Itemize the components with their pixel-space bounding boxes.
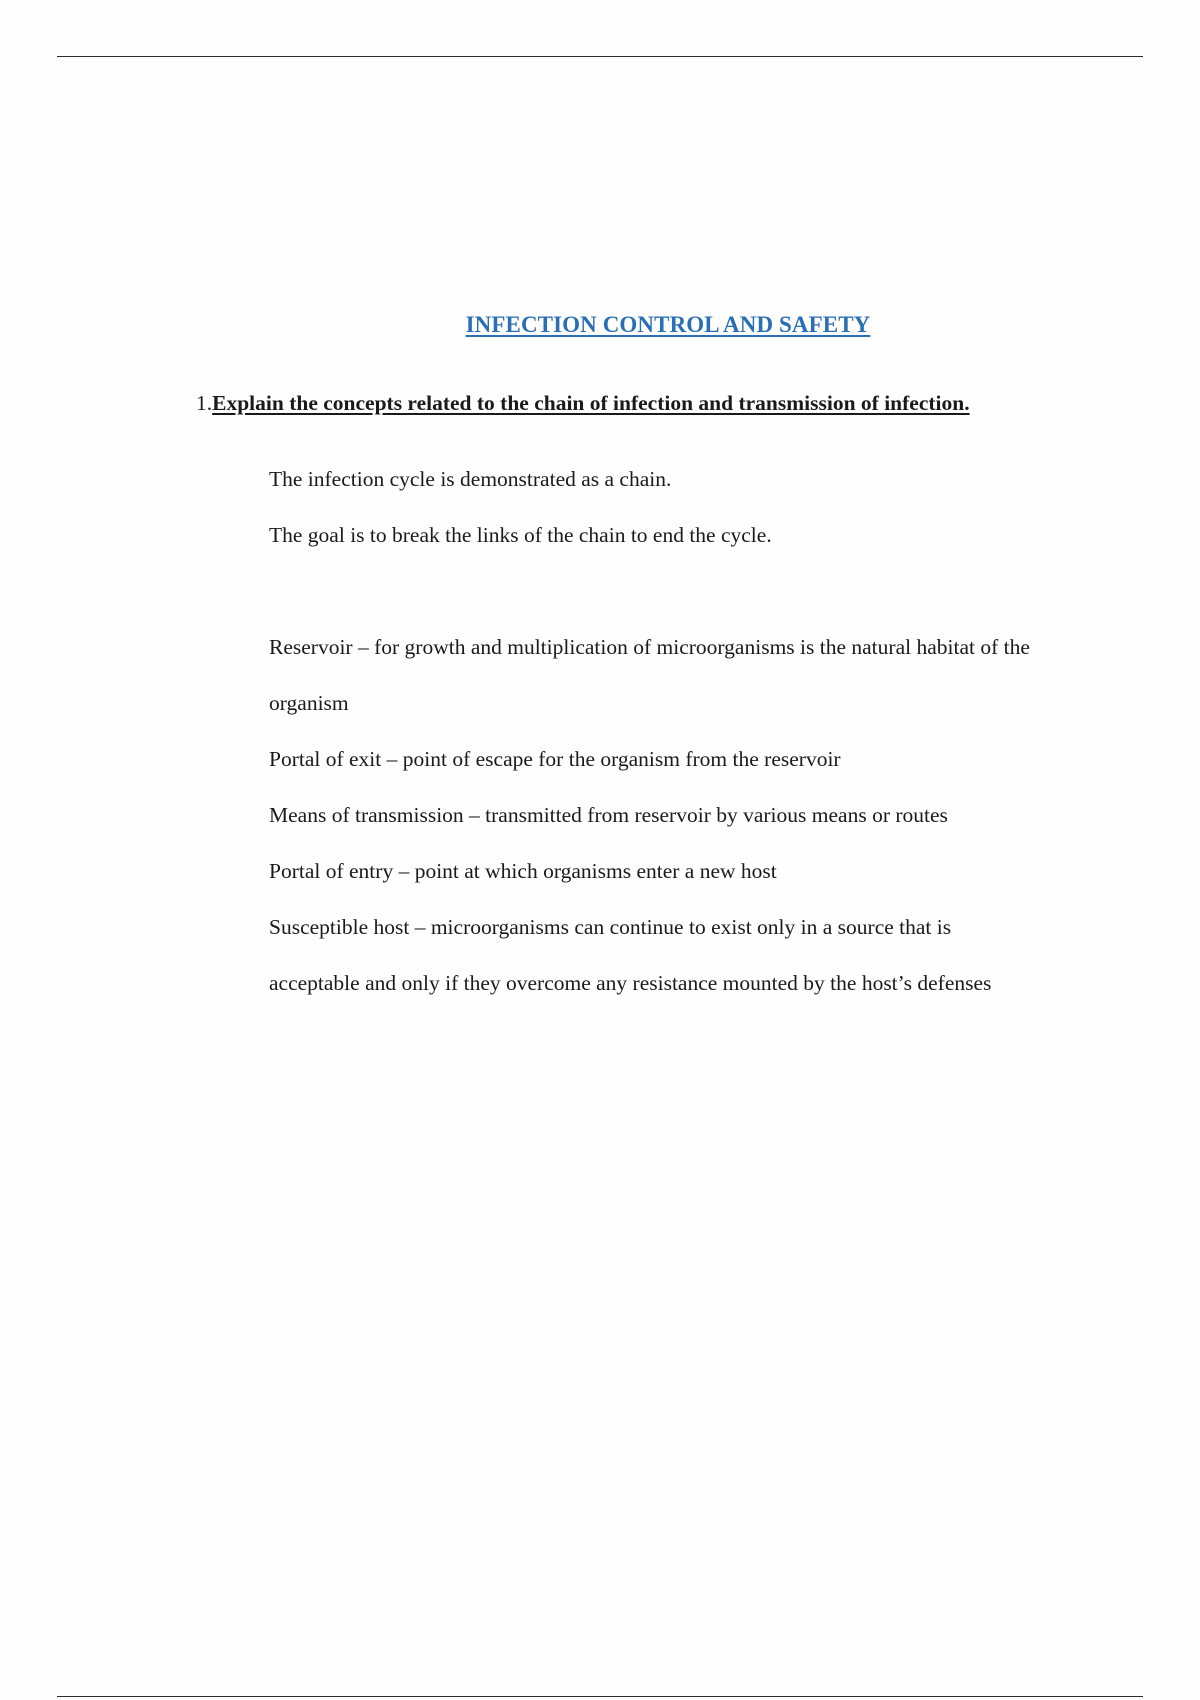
bottom-rule: [57, 1696, 1143, 1697]
intro-line-2: The goal is to break the links of the chain to end the cycle.: [269, 523, 772, 547]
reservoir-line-2: organism: [269, 691, 349, 715]
portal-of-exit-line: Portal of exit – point of escape for the organism from the reservoir: [269, 747, 841, 771]
susceptible-host-line-2: acceptable and only if they overcome any resistance mounted by the host’s defenses: [269, 971, 992, 995]
portal-of-entry-line: Portal of entry – point at which organisms enter a new host: [269, 859, 777, 883]
reservoir-line-1: Reservoir – for growth and multiplication of microorganisms is the natural habitat of the: [269, 635, 1030, 659]
document-title: INFECTION CONTROL AND SAFETY: [465, 312, 871, 337]
question-heading: [196, 391, 1156, 416]
top-rule: [57, 56, 1143, 57]
intro-line-1: The infection cycle is demonstrated as a chain.: [269, 467, 672, 491]
susceptible-host-line-1: Susceptible host – microorganisms can continue to exist only in a source that is: [269, 915, 952, 939]
question-text: Explain the concepts related to the chain of infection and transmission of infection.: [212, 391, 970, 415]
question-number: 1.: [196, 391, 213, 415]
means-of-transmission-line: Means of transmission – transmitted from reservoir by various means or routes: [269, 803, 948, 827]
